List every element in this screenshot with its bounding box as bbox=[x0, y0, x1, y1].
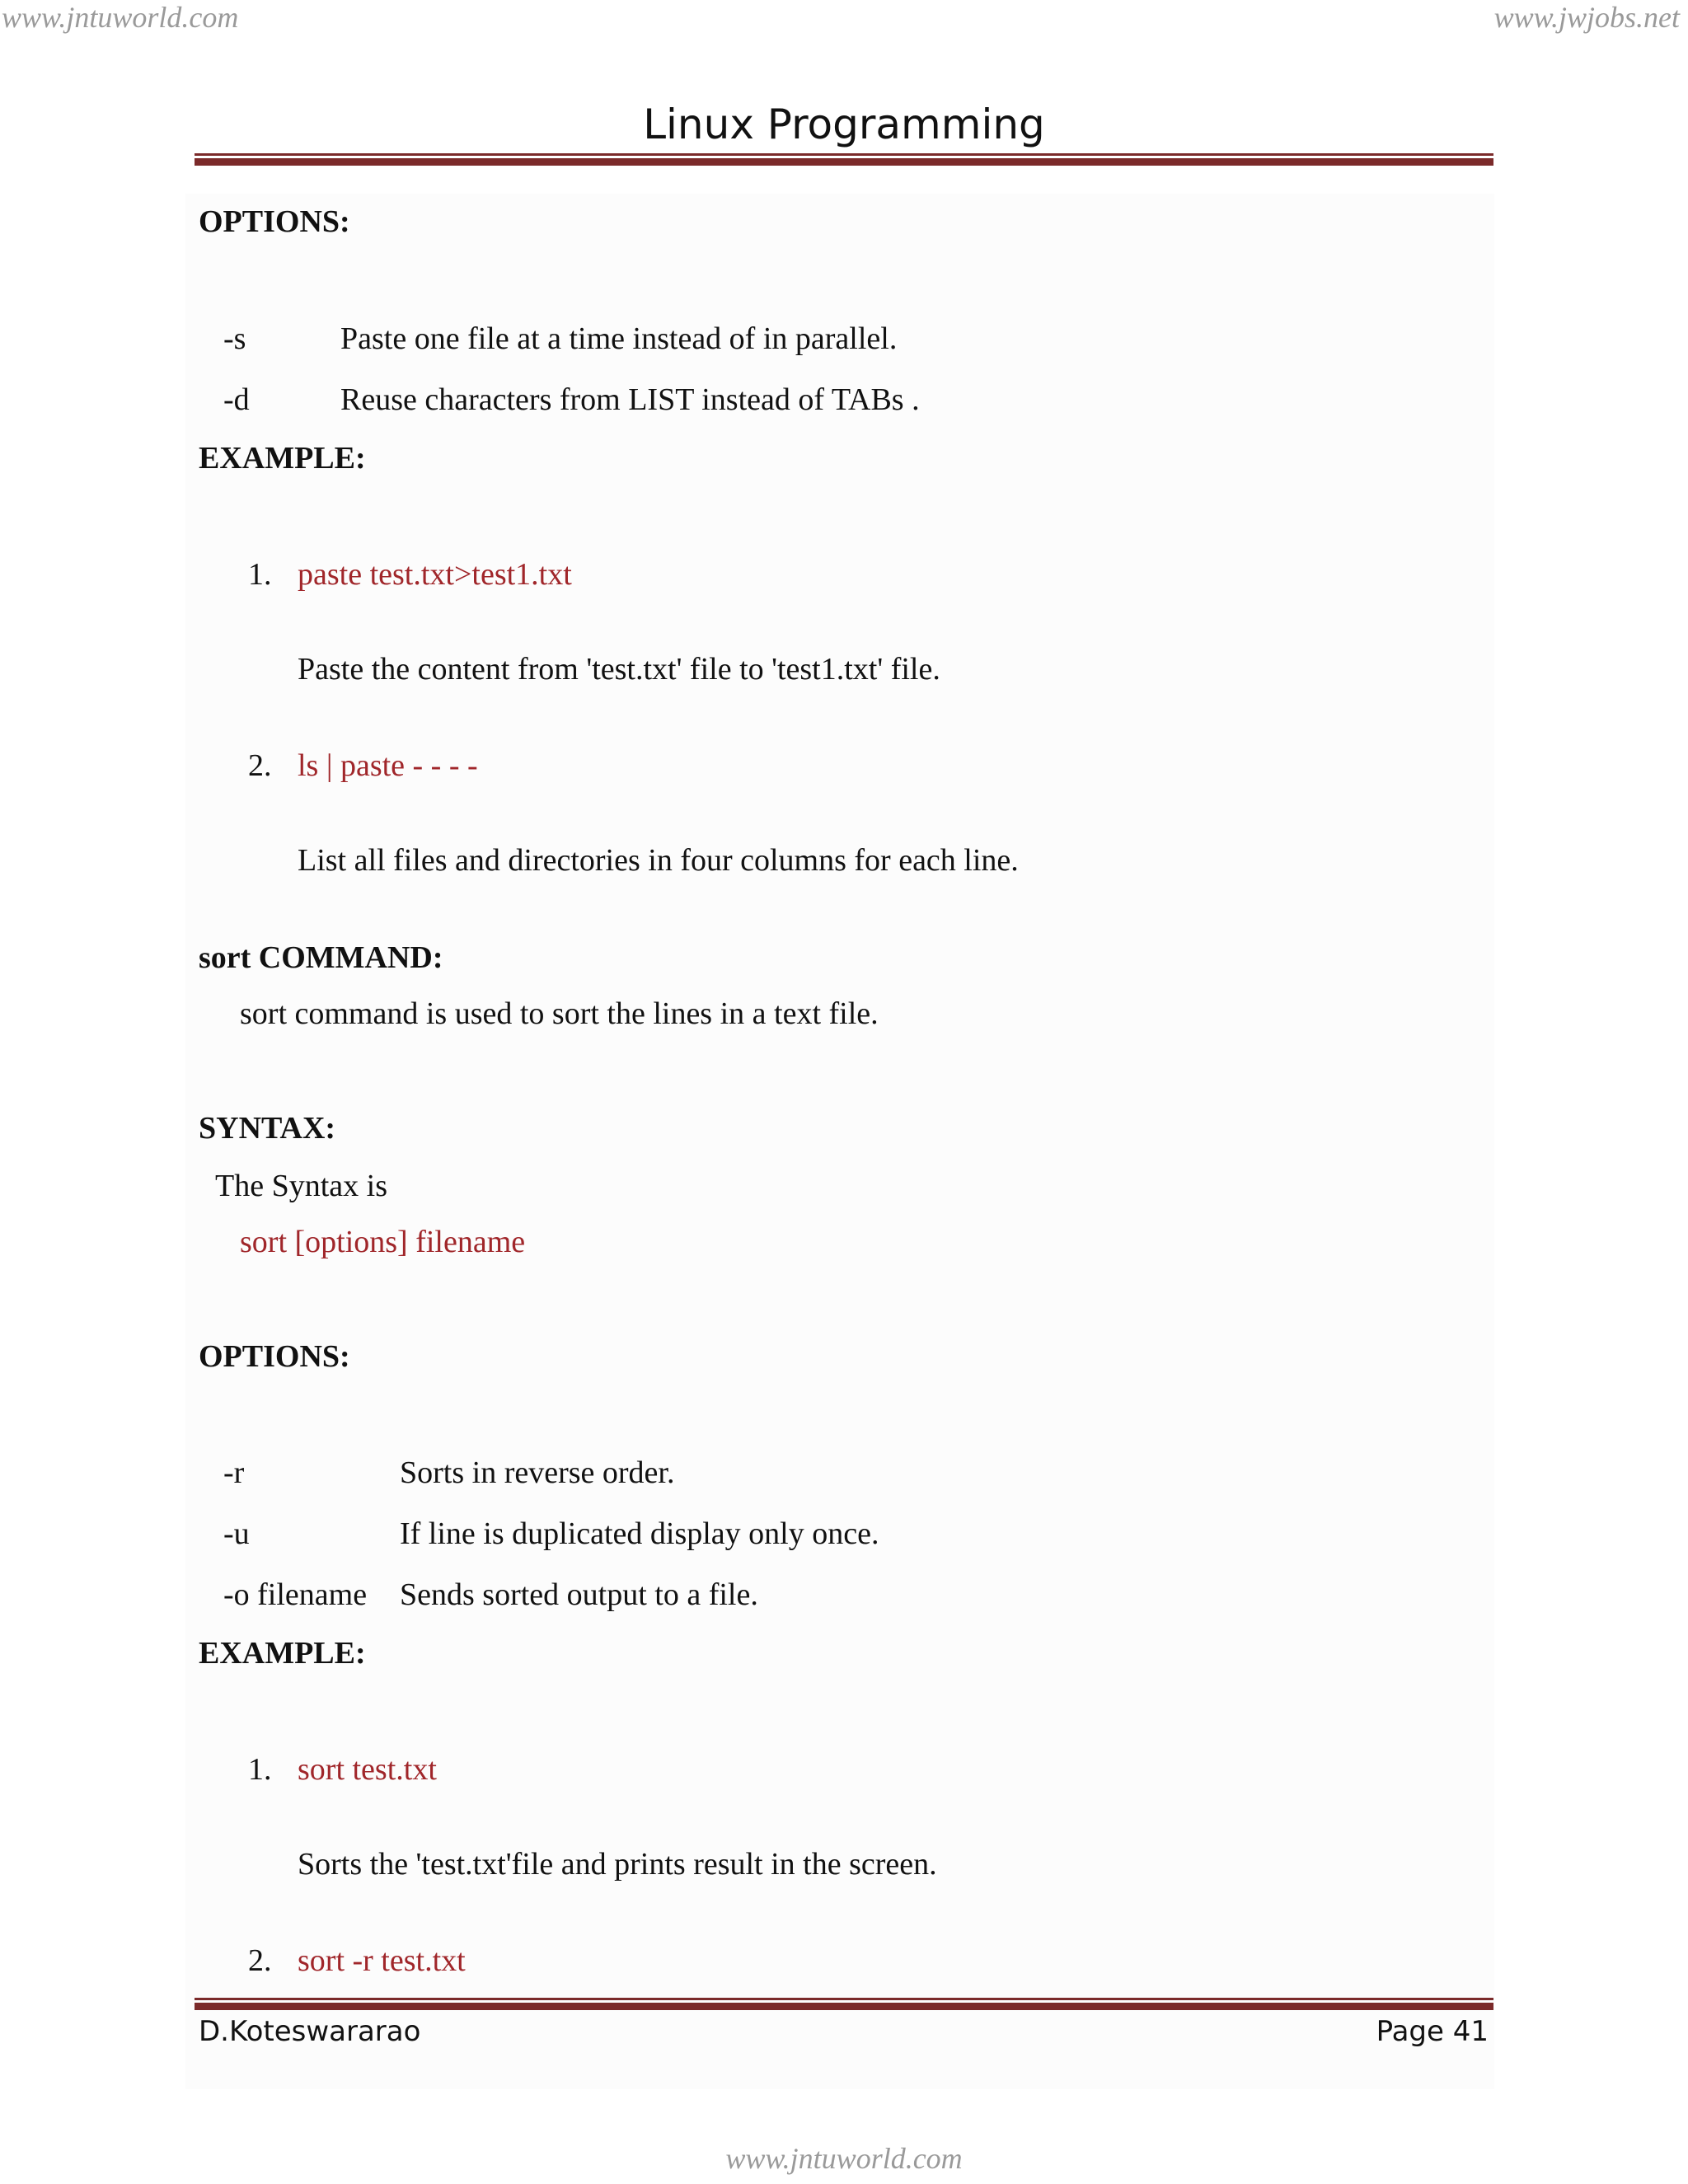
page-background bbox=[185, 194, 1494, 2089]
example-number: 1. bbox=[248, 1752, 272, 1787]
footer-rule bbox=[195, 1998, 1493, 2010]
example-command: paste test.txt>test1.txt bbox=[298, 557, 572, 592]
example-command: sort test.txt bbox=[298, 1752, 437, 1787]
paste-option-flag: -d bbox=[223, 382, 250, 417]
example-description: Sorts the 'test.txt'file and prints result in the screen. bbox=[298, 1847, 937, 1882]
paste-example-heading: EXAMPLE: bbox=[199, 441, 366, 476]
sort-option-flag: -o filename bbox=[223, 1577, 368, 1612]
watermark-top-left: www.jntuworld.com bbox=[2, 1, 239, 34]
sort-example-heading: EXAMPLE: bbox=[199, 1636, 366, 1671]
sort-option-desc: Sorts in reverse order. bbox=[400, 1455, 675, 1490]
example-command: sort -r test.txt bbox=[298, 1943, 466, 1978]
example-number: 1. bbox=[248, 557, 272, 592]
sort-syntax-heading: SYNTAX: bbox=[199, 1111, 336, 1146]
footer-author: D.Koteswararao bbox=[199, 2015, 421, 2048]
example-description: List all files and directories in four columns for each line. bbox=[298, 843, 1019, 878]
sort-syntax-intro: The Syntax is bbox=[215, 1169, 387, 1203]
sort-option-flag: -u bbox=[223, 1516, 250, 1551]
sort-option-desc: If line is duplicated display only once. bbox=[400, 1516, 879, 1551]
sort-command-heading: sort COMMAND: bbox=[199, 940, 443, 975]
sort-command-description: sort command is used to sort the lines in a text file. bbox=[240, 996, 879, 1031]
example-number: 2. bbox=[248, 748, 272, 783]
example-command: ls | paste - - - - bbox=[298, 748, 478, 783]
watermark-bottom: www.jntuworld.com bbox=[725, 2142, 963, 2175]
footer-page-number: Page 41 bbox=[1376, 2015, 1489, 2048]
sort-option-flag: -r bbox=[223, 1455, 245, 1490]
sort-options-heading: OPTIONS: bbox=[199, 1339, 350, 1374]
sort-option-desc: Sends sorted output to a file. bbox=[400, 1577, 758, 1612]
sort-syntax-line: sort [options] filename bbox=[240, 1225, 526, 1259]
paste-option-flag: -s bbox=[223, 321, 246, 356]
page-header-title: Linux Programming bbox=[643, 101, 1045, 148]
paste-options-heading: OPTIONS: bbox=[199, 204, 350, 239]
example-number: 2. bbox=[248, 1943, 272, 1978]
paste-option-desc: Paste one file at a time instead of in parallel. bbox=[340, 321, 898, 356]
watermark-top-right: www.jwjobs.net bbox=[1493, 1, 1680, 34]
paste-option-desc: Reuse characters from LIST instead of TABs . bbox=[340, 382, 920, 417]
header-rule bbox=[195, 153, 1493, 166]
example-description: Paste the content from 'test.txt' file to 'test1.txt' file. bbox=[298, 652, 940, 687]
